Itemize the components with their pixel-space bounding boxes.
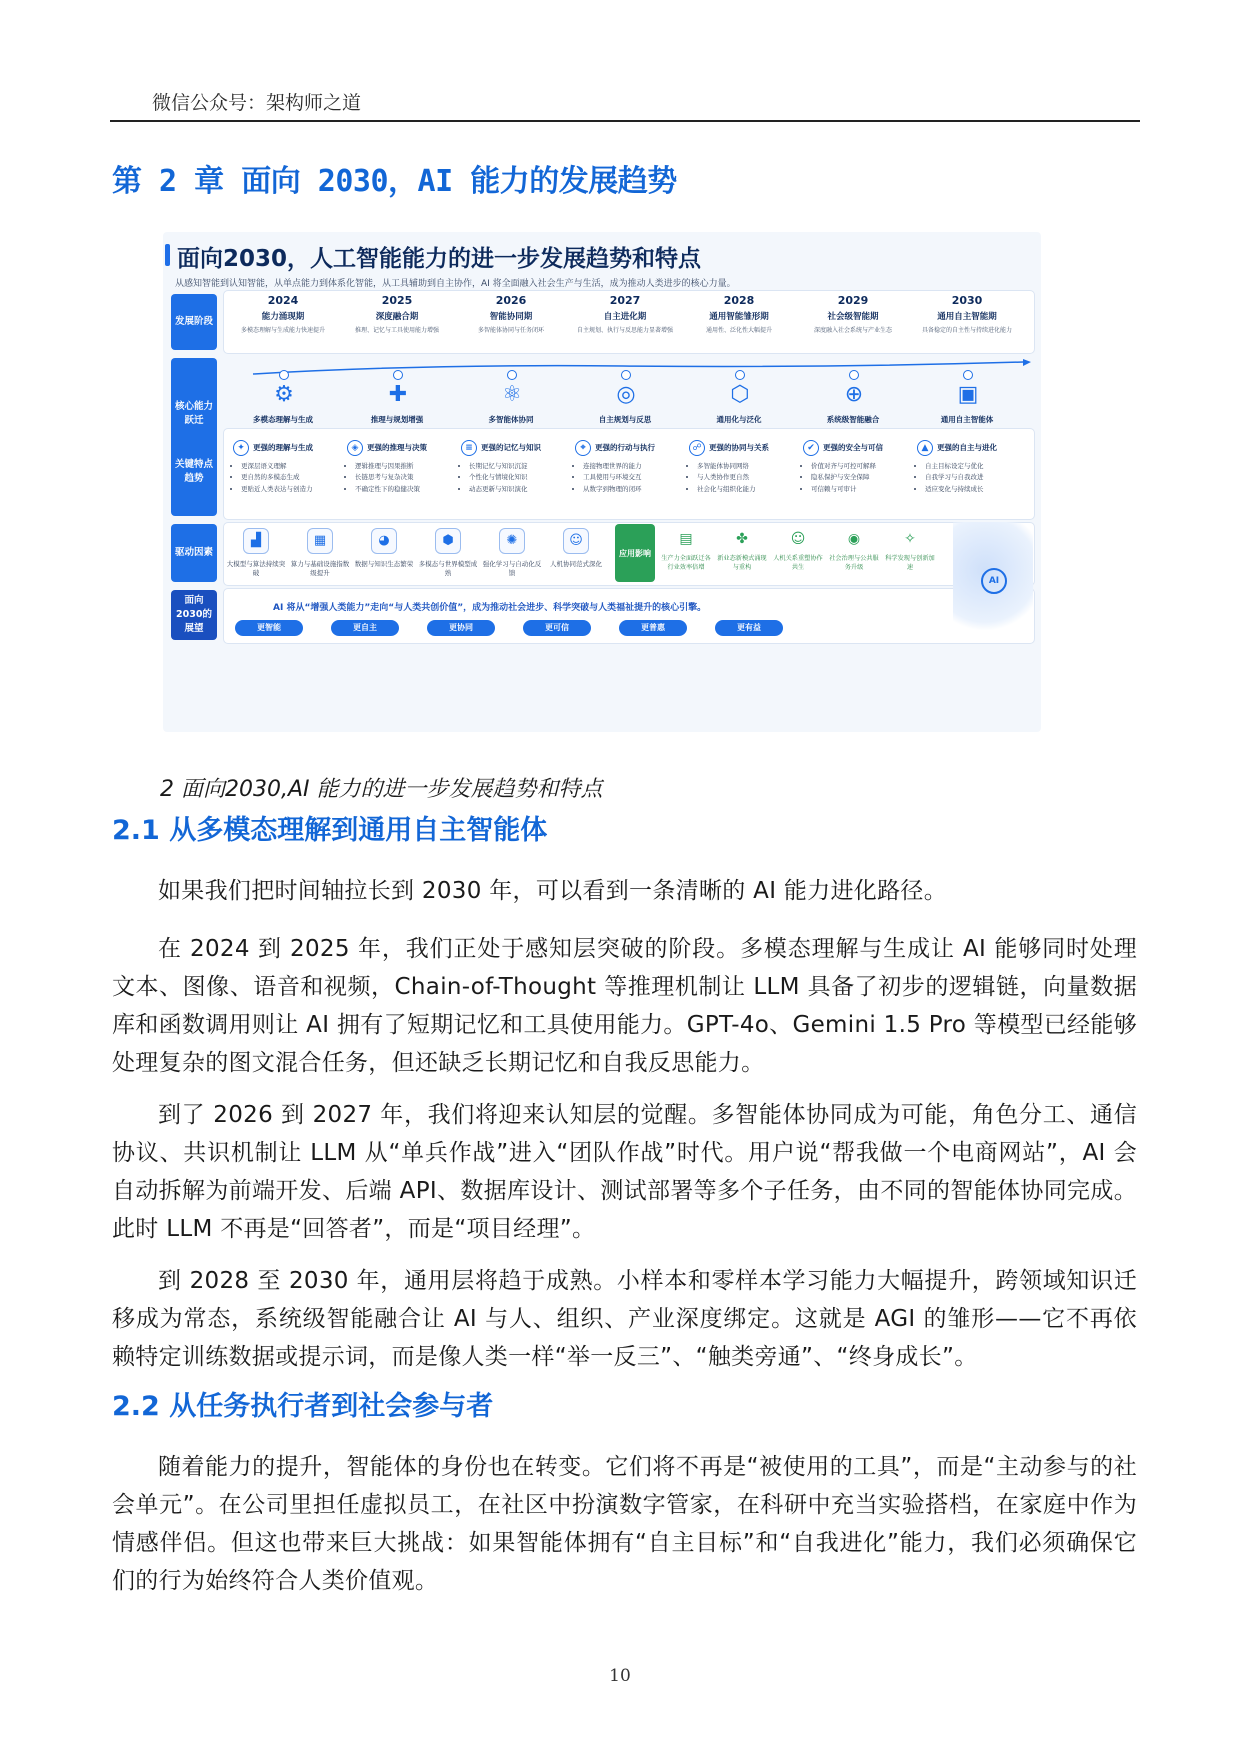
stage-year: 2028 [723, 294, 755, 307]
driver-label: 人机协同范式深化 [550, 560, 602, 568]
stage-name: 通用自主智能期 [937, 312, 997, 322]
capability-card [799, 332, 907, 428]
trend-item: • 价值对齐与可控可解释 [811, 461, 876, 472]
ai-badge: AI [981, 568, 1007, 594]
stage-column [913, 294, 1021, 334]
trend-item: • 逻辑推理与因果推断 [355, 461, 420, 472]
stage-year: 2029 [837, 294, 869, 307]
trend-card [343, 435, 443, 517]
capability-icon: ⊕ [844, 382, 864, 407]
application-item [661, 522, 711, 572]
trend-title [347, 440, 443, 456]
trend-item: • 更深层语义理解 [241, 461, 313, 472]
trend-title [461, 440, 557, 456]
trend-title-text: 更强的自主与进化 [937, 443, 997, 452]
capability-title: 通用自主智能体 [940, 415, 994, 424]
trend-list [347, 461, 420, 495]
stage-name: 能力涌现期 [261, 312, 305, 322]
driver-item [289, 522, 351, 578]
application-item [829, 522, 879, 572]
page-header: 微信公众号：架构师之道 [152, 92, 362, 114]
trend-title-text: 更强的推理与决策 [367, 443, 427, 452]
driver-icon: ▦ [307, 528, 333, 554]
stage-year: 2027 [609, 294, 641, 307]
trend-title-text: 更强的安全与可信 [823, 443, 883, 452]
trend-icon: ✔ [803, 440, 819, 456]
capability-icon: ◎ [616, 382, 636, 407]
capability-title: 系统级智能融合 [826, 415, 880, 424]
stage-desc: 多智能体协同与任务闭环 [477, 327, 544, 334]
driver-icon: ☺ [563, 528, 589, 554]
trend-item: • 自主目标设定与优化 [925, 461, 984, 472]
trend-item: • 自我学习与自我改进 [925, 472, 984, 483]
figure-infographic [163, 232, 1041, 732]
stage-column [799, 294, 907, 334]
trend-list [689, 461, 756, 495]
figure-subtitle: 从感知智能到认知智能，从单点能力到体系化智能，从工具辅助到自主协作，AI 将全面融入社会生产与生活，成为推动人类进步的核心力量。 [175, 279, 736, 289]
trend-title [575, 440, 671, 456]
paragraph: 在 2024 到 2025 年，我们正处于感知层突破的阶段。多模态理解与生成让 AI 能够同时处理文本、图像、语音和视频，Chain-of-Thought 等推理机制让 LLM 具备了初步的逻辑链，向量数据库和函数调用则让 AI 拥有了短期记忆和工具使用能力。GPT-4o、Gemini 1.5 Pro 等模型已经能够处理复杂的图文混合任务，但还缺乏长期记忆和自我反思能力。 [112, 936, 1137, 1076]
capability-icon: ⚙ [274, 382, 294, 407]
trend-item: • 更自然的多模态生成 [241, 472, 313, 483]
application-icon: ◉ [847, 531, 861, 547]
trend-list [461, 461, 528, 495]
stage-desc: 多模态理解与生成能力快速提升 [240, 327, 325, 334]
trend-item: • 更贴近人类表达与创造力 [241, 484, 313, 495]
driver-item [225, 522, 287, 578]
trend-card [913, 435, 1013, 517]
section-2-1-title: 2.1 从多模态理解到通用自主智能体 [112, 815, 548, 846]
trend-card [457, 435, 557, 517]
driver-label: 数据与知识生态繁荣 [354, 560, 414, 568]
trend-title-text: 更强的协同与关系 [709, 443, 769, 452]
vision-pill: 更有益 [715, 620, 783, 636]
stage-desc: 通用性、泛化性大幅提升 [705, 327, 772, 334]
stage-column [685, 294, 793, 334]
stage-year: 2030 [951, 294, 983, 307]
stage-column [457, 294, 565, 334]
row-label-drivers: 驱动因素 [171, 524, 217, 582]
vision-pill: 更协同 [427, 620, 495, 636]
trend-item: • 工具使用与环境交互 [583, 472, 642, 483]
trend-icon: ≡ [461, 440, 477, 456]
trend-title-text: 更强的理解与生成 [253, 443, 313, 452]
vision-text: AI 将从“增强人类能力”走向“与人类共创价值”，成为推动社会进步、科学突破与人类福祉提升的核心引擎。 [273, 603, 707, 613]
trend-list [803, 461, 876, 495]
trend-item: • 长链思考与复杂决策 [355, 472, 420, 483]
trend-item: • 隐私保护与安全保障 [811, 472, 876, 483]
trend-item: • 适应变化与持续成长 [925, 484, 984, 495]
capability-card [343, 332, 451, 428]
application-icon: ▤ [679, 531, 693, 547]
trend-item: • 不确定性下的稳健决策 [355, 484, 420, 495]
trend-item: • 从数字到物理的闭环 [583, 484, 642, 495]
capability-card [229, 332, 337, 428]
capability-title: 通用化与泛化 [716, 415, 762, 424]
application-label: 生产力全面跃迁各行业效率倍增 [661, 555, 711, 571]
capability-icon: ⚛ [502, 382, 522, 407]
application-item [885, 522, 935, 572]
application-label: 社会治理与公共服务升级 [829, 555, 879, 571]
driver-icon: ▟ [243, 528, 269, 554]
application-icon: ✤ [736, 531, 748, 547]
capability-card [913, 332, 1021, 428]
stage-name: 智能协同期 [489, 312, 533, 322]
trend-title-text: 更强的记忆与知识 [481, 443, 541, 452]
driver-icon: ⬢ [435, 528, 461, 554]
driver-label: 多模态与世界模型成熟 [418, 560, 478, 578]
driver-icon: ✺ [499, 528, 525, 554]
capability-icon: ✚ [388, 382, 408, 407]
section-2-2-title: 2.2 从任务执行者到社会参与者 [112, 1391, 494, 1422]
driver-label: 算力与基础设施指数级提升 [290, 560, 350, 578]
trend-list [917, 461, 984, 495]
trend-item: • 多智能体协同网络 [697, 461, 756, 472]
paragraph: 随着能力的提升，智能体的身份也在转变。它们将不再是“被使用的工具”，而是“主动参与的社会单元”。在公司里担任虚拟员工，在社区中扮演数字管家，在科研中充当实验搭档，在家庭中作为情感伴侣。但这也带来巨大挑战：如果智能体拥有“自主目标”和“自我进化”能力，我们必须确保它们的行为始终符合人类价值观。 [112, 1454, 1137, 1594]
stage-desc: 推理、记忆与工具使用能力增强 [354, 327, 439, 334]
application-icon: ✧ [904, 531, 916, 547]
trend-title [689, 440, 785, 456]
capability-title: 自主规划与反思 [598, 415, 652, 424]
capability-icon: ⬡ [730, 382, 750, 407]
driver-item [481, 522, 543, 578]
driver-item [545, 522, 607, 569]
trend-title [917, 440, 1013, 456]
trend-card [229, 435, 329, 517]
application-item [717, 522, 767, 572]
paragraph: 到了 2026 到 2027 年，我们将迎来认知层的觉醒。多智能体协同成为可能，角色分工、通信协议、共识机制让 LLM 从“单兵作战”进入“团队作战”时代。用户说“帮我做一个电商网站”，AI 会自动拆解为前端开发、后端 API、数据库设计、测试部署等多个子任务，由不同的智能体协同完成。此时 LLM 不再是“回答者”，而是“项目经理”。 [112, 1102, 1137, 1242]
vision-pill: 更可信 [523, 620, 591, 636]
header-divider [110, 120, 1140, 122]
stage-year: 2026 [495, 294, 527, 307]
page-number: 10 [609, 1666, 631, 1686]
row-label-stages: 发展阶段 [171, 294, 217, 350]
paragraph: 到 2028 至 2030 年，通用层将趋于成熟。小样本和零样本学习能力大幅提升，跨领域知识迁移成为常态，系统级智能融合让 AI 与人、组织、产业深度绑定。这就是 AGI 的雏形——它不再依赖特定训练数据或提示词，而是像人类一样“举一反三”、“触类旁通”、“终身成长”。 [112, 1268, 1137, 1370]
trend-icon: ▲ [917, 440, 933, 456]
driver-icon: ◕ [371, 528, 397, 554]
driver-item [353, 522, 415, 569]
capability-card [457, 332, 565, 428]
driver-label: 大模型与算法持续突破 [226, 560, 286, 578]
stage-column [343, 294, 451, 334]
stage-name: 通用智能雏形期 [709, 312, 769, 322]
application-label: 科学发现与创新加速 [885, 555, 935, 571]
stage-year: 2024 [267, 294, 299, 307]
trend-icon: ☍ [689, 440, 705, 456]
trend-list [233, 461, 313, 495]
trend-card [799, 435, 899, 517]
application-item [773, 522, 823, 572]
trend-list [575, 461, 642, 495]
stage-year: 2025 [381, 294, 413, 307]
driver-item [417, 522, 479, 578]
capability-title: 多模态理解与生成 [253, 415, 313, 424]
row-label-vision: 面向2030的展望 [171, 590, 217, 640]
row-label-trends: 关键特点趋势 [171, 428, 217, 516]
trend-item: • 个性化与情境化知识 [469, 472, 528, 483]
capability-title: 多智能体协同 [488, 415, 534, 424]
vision-pill: 更自主 [331, 620, 399, 636]
driver-label: 强化学习与自动化反馈 [482, 560, 542, 578]
paragraph: 如果我们把时间轴拉长到 2030 年，可以看到一条清晰的 AI 能力进化路径。 [158, 878, 947, 904]
trend-icon: ✦ [233, 440, 249, 456]
stage-desc: 具备稳定的自主性与持续进化能力 [921, 327, 1012, 334]
row-label-core: 核心能力跃迁 [171, 358, 217, 470]
figure-title: 面向2030，人工智能能力的进一步发展趋势和特点 [177, 240, 701, 273]
vision-pill: 更智能 [235, 620, 303, 636]
trend-item: • 长期记忆与知识沉淀 [469, 461, 528, 472]
trend-item: • 可信赖与可审计 [811, 484, 876, 495]
stage-name: 深度融合期 [375, 312, 419, 322]
vision-pill: 更普惠 [619, 620, 687, 636]
stage-desc: 深度融入社会系统与产业生态 [813, 327, 892, 334]
trend-item: • 与人类协作更自然 [697, 472, 756, 483]
trend-icon: ◈ [347, 440, 363, 456]
figure-caption: 2 面向2030,AI 能力的进一步发展趋势和特点 [160, 777, 603, 802]
capability-card [571, 332, 679, 428]
capability-card [685, 332, 793, 428]
stage-column [571, 294, 679, 334]
stage-column [229, 294, 337, 334]
capability-title: 推理与规划增强 [370, 415, 424, 424]
trend-card [685, 435, 785, 517]
chapter-title: 第 2 章 面向 2030，AI 能力的发展趋势 [112, 164, 677, 199]
trend-title [233, 440, 329, 456]
trend-item: • 社会化与组织化能力 [697, 484, 756, 495]
trend-item: • 连接物理世界的能力 [583, 461, 642, 472]
stage-name: 自主进化期 [603, 312, 647, 322]
trend-card [571, 435, 671, 517]
application-label: 人机关系重塑协作共生 [773, 555, 823, 571]
application-icon: ☺ [790, 531, 806, 547]
trend-title-text: 更强的行动与执行 [595, 443, 655, 452]
application-impact-label: 应用影响 [615, 524, 655, 582]
ai-head-illustration [953, 522, 1033, 642]
trend-icon: ⌖ [575, 440, 591, 456]
trend-item: • 动态更新与知识演化 [469, 484, 528, 495]
trend-title [803, 440, 899, 456]
application-label: 新业态新模式涌现与重构 [717, 555, 767, 571]
capability-icon: ▣ [957, 382, 979, 407]
stage-name: 社会级智能期 [827, 312, 879, 322]
stage-desc: 自主规划、执行与反思能力显著增强 [576, 327, 673, 334]
